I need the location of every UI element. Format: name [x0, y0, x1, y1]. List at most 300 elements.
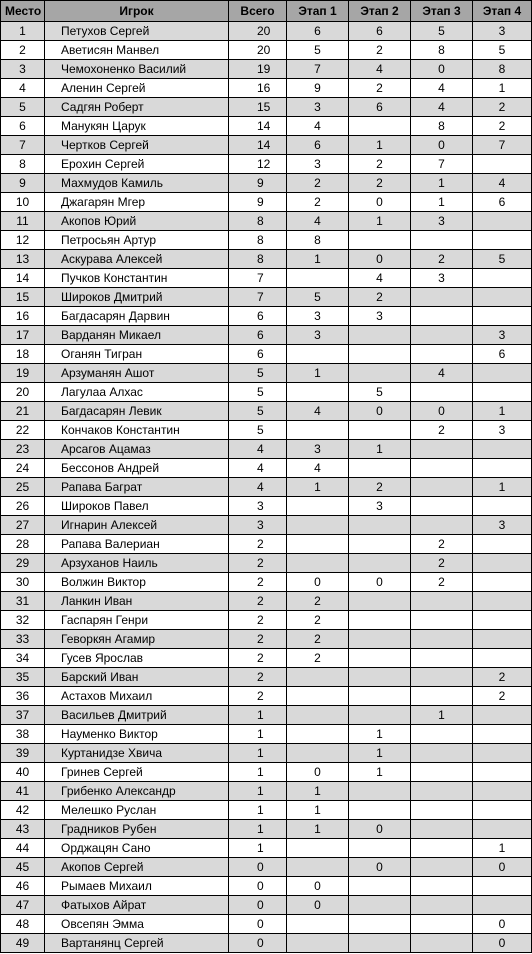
cell-stage-2: 4 [349, 269, 411, 288]
cell-player: Оганян Тигран [45, 345, 229, 364]
cell-stage-2 [349, 117, 411, 136]
cell-stage-3 [411, 668, 473, 687]
cell-stage-1: 7 [287, 60, 349, 79]
cell-stage-2: 0 [349, 193, 411, 212]
cell-total: 2 [229, 554, 287, 573]
cell-player: Васильев Дмитрий [45, 706, 229, 725]
cell-stage-2 [349, 611, 411, 630]
cell-stage-1 [287, 345, 349, 364]
cell-stage-1: 2 [287, 630, 349, 649]
cell-stage-2: 0 [349, 402, 411, 421]
cell-total: 6 [229, 345, 287, 364]
cell-stage-4: 7 [473, 136, 532, 155]
cell-total: 0 [229, 858, 287, 877]
table-row [1, 402, 532, 421]
header-stage-3: Этап 3 [411, 1, 473, 22]
cell-total: 20 [229, 22, 287, 41]
cell-place: 27 [1, 516, 45, 535]
cell-total: 1 [229, 782, 287, 801]
cell-player: Игнарин Алексей [45, 516, 229, 535]
cell-stage-2: 0 [349, 250, 411, 269]
table-row [1, 706, 532, 725]
cell-stage-1 [287, 554, 349, 573]
cell-place: 22 [1, 421, 45, 440]
cell-stage-2: 0 [349, 573, 411, 592]
table-row [1, 535, 532, 554]
cell-stage-4 [473, 592, 532, 611]
cell-place: 5 [1, 98, 45, 117]
table-row [1, 269, 532, 288]
cell-place: 31 [1, 592, 45, 611]
table-row [1, 896, 532, 915]
table-row [1, 801, 532, 820]
cell-place: 8 [1, 155, 45, 174]
cell-stage-3 [411, 630, 473, 649]
cell-total: 8 [229, 212, 287, 231]
cell-stage-1: 6 [287, 22, 349, 41]
cell-place: 6 [1, 117, 45, 136]
header-place: Место [1, 1, 45, 22]
cell-stage-4 [473, 459, 532, 478]
cell-stage-2 [349, 915, 411, 934]
cell-stage-3 [411, 877, 473, 896]
cell-stage-2: 5 [349, 383, 411, 402]
cell-stage-3 [411, 725, 473, 744]
cell-player: Арзуманян Ашот [45, 364, 229, 383]
cell-place: 41 [1, 782, 45, 801]
cell-total: 5 [229, 421, 287, 440]
cell-stage-3 [411, 459, 473, 478]
cell-stage-2 [349, 516, 411, 535]
cell-stage-2: 3 [349, 497, 411, 516]
cell-stage-2: 1 [349, 744, 411, 763]
cell-place: 14 [1, 269, 45, 288]
cell-total: 9 [229, 174, 287, 193]
cell-place: 3 [1, 60, 45, 79]
cell-stage-1: 3 [287, 440, 349, 459]
cell-stage-2: 2 [349, 478, 411, 497]
cell-place: 11 [1, 212, 45, 231]
cell-total: 2 [229, 649, 287, 668]
cell-place: 37 [1, 706, 45, 725]
cell-player: Лагулаа Алхас [45, 383, 229, 402]
cell-stage-2 [349, 649, 411, 668]
cell-player: Ерохин Сергей [45, 155, 229, 174]
cell-place: 9 [1, 174, 45, 193]
cell-total: 1 [229, 801, 287, 820]
cell-total: 0 [229, 915, 287, 934]
cell-stage-4 [473, 535, 532, 554]
table-row [1, 421, 532, 440]
cell-stage-3 [411, 649, 473, 668]
cell-stage-4 [473, 763, 532, 782]
cell-stage-3: 3 [411, 269, 473, 288]
cell-stage-4: 2 [473, 98, 532, 117]
cell-stage-2: 2 [349, 288, 411, 307]
cell-stage-2 [349, 782, 411, 801]
cell-place: 21 [1, 402, 45, 421]
cell-stage-3: 7 [411, 155, 473, 174]
cell-stage-4 [473, 744, 532, 763]
cell-total: 2 [229, 668, 287, 687]
cell-total: 2 [229, 630, 287, 649]
cell-stage-3 [411, 801, 473, 820]
cell-player: Овсепян Эмма [45, 915, 229, 934]
table-row [1, 212, 532, 231]
cell-stage-4: 0 [473, 934, 532, 953]
cell-player: Рапава Валериан [45, 535, 229, 554]
cell-stage-1 [287, 725, 349, 744]
table-row [1, 611, 532, 630]
cell-stage-4: 6 [473, 345, 532, 364]
cell-total: 15 [229, 98, 287, 117]
cell-stage-3 [411, 307, 473, 326]
cell-stage-3 [411, 592, 473, 611]
cell-stage-1 [287, 858, 349, 877]
cell-place: 24 [1, 459, 45, 478]
table-row [1, 193, 532, 212]
cell-place: 38 [1, 725, 45, 744]
cell-player: Фатыхов Айрат [45, 896, 229, 915]
cell-stage-2 [349, 459, 411, 478]
table-row [1, 516, 532, 535]
cell-stage-2: 6 [349, 22, 411, 41]
cell-stage-2 [349, 934, 411, 953]
cell-stage-1: 1 [287, 782, 349, 801]
cell-stage-1: 1 [287, 820, 349, 839]
table-row [1, 79, 532, 98]
cell-player: Градников Рубен [45, 820, 229, 839]
cell-total: 1 [229, 744, 287, 763]
table-row [1, 288, 532, 307]
cell-stage-3 [411, 858, 473, 877]
table-row [1, 839, 532, 858]
cell-player: Чемохоненко Василий [45, 60, 229, 79]
cell-stage-4: 2 [473, 117, 532, 136]
cell-stage-1: 4 [287, 402, 349, 421]
table-row [1, 668, 532, 687]
cell-stage-1: 3 [287, 307, 349, 326]
cell-stage-3 [411, 611, 473, 630]
cell-total: 4 [229, 459, 287, 478]
cell-stage-3 [411, 478, 473, 497]
cell-stage-4 [473, 497, 532, 516]
cell-stage-2 [349, 326, 411, 345]
cell-player: Арзуханов Наиль [45, 554, 229, 573]
cell-total: 19 [229, 60, 287, 79]
cell-player: Пучков Константин [45, 269, 229, 288]
cell-player: Вартанянц Сергей [45, 934, 229, 953]
table-row [1, 934, 532, 953]
cell-stage-1 [287, 269, 349, 288]
cell-player: Чертков Сергей [45, 136, 229, 155]
cell-stage-1 [287, 535, 349, 554]
cell-stage-2 [349, 687, 411, 706]
cell-stage-3: 1 [411, 174, 473, 193]
cell-stage-1 [287, 915, 349, 934]
cell-stage-2 [349, 554, 411, 573]
cell-stage-1 [287, 839, 349, 858]
cell-player: Астахов Михаил [45, 687, 229, 706]
cell-stage-1 [287, 421, 349, 440]
cell-stage-1: 0 [287, 877, 349, 896]
table-row [1, 554, 532, 573]
cell-stage-4: 8 [473, 60, 532, 79]
cell-stage-4: 1 [473, 79, 532, 98]
cell-place: 18 [1, 345, 45, 364]
cell-total: 7 [229, 288, 287, 307]
cell-place: 49 [1, 934, 45, 953]
cell-place: 28 [1, 535, 45, 554]
cell-total: 16 [229, 79, 287, 98]
cell-place: 26 [1, 497, 45, 516]
table-row [1, 155, 532, 174]
table-row [1, 364, 532, 383]
cell-stage-2: 1 [349, 725, 411, 744]
cell-stage-1 [287, 934, 349, 953]
cell-stage-2 [349, 630, 411, 649]
cell-stage-3 [411, 231, 473, 250]
cell-stage-4: 0 [473, 915, 532, 934]
header-stage-4: Этап 4 [473, 1, 532, 22]
cell-stage-3: 8 [411, 117, 473, 136]
cell-stage-3 [411, 345, 473, 364]
cell-stage-4: 0 [473, 858, 532, 877]
cell-stage-2: 2 [349, 155, 411, 174]
table-row [1, 820, 532, 839]
cell-player: Геворкян Агамир [45, 630, 229, 649]
cell-stage-4 [473, 155, 532, 174]
cell-stage-2: 1 [349, 763, 411, 782]
cell-total: 1 [229, 763, 287, 782]
cell-total: 2 [229, 592, 287, 611]
cell-total: 8 [229, 250, 287, 269]
cell-stage-4 [473, 383, 532, 402]
header-stage-1: Этап 1 [287, 1, 349, 22]
cell-stage-3 [411, 440, 473, 459]
cell-place: 44 [1, 839, 45, 858]
cell-stage-1: 1 [287, 801, 349, 820]
cell-place: 17 [1, 326, 45, 345]
table-body [1, 22, 532, 953]
cell-stage-4: 5 [473, 41, 532, 60]
cell-place: 40 [1, 763, 45, 782]
cell-stage-1 [287, 706, 349, 725]
table-row [1, 687, 532, 706]
cell-player: Петухов Сергей [45, 22, 229, 41]
cell-stage-2 [349, 535, 411, 554]
cell-stage-1 [287, 383, 349, 402]
table-row [1, 117, 532, 136]
cell-stage-3: 8 [411, 41, 473, 60]
cell-stage-4: 3 [473, 22, 532, 41]
cell-stage-3 [411, 687, 473, 706]
cell-stage-2: 3 [349, 307, 411, 326]
cell-stage-1: 4 [287, 117, 349, 136]
cell-stage-3 [411, 934, 473, 953]
cell-player: Барский Иван [45, 668, 229, 687]
cell-stage-1: 4 [287, 459, 349, 478]
cell-place: 47 [1, 896, 45, 915]
cell-place: 46 [1, 877, 45, 896]
cell-total: 2 [229, 573, 287, 592]
cell-stage-4 [473, 877, 532, 896]
cell-stage-4 [473, 231, 532, 250]
cell-player: Науменко Виктор [45, 725, 229, 744]
cell-stage-3: 3 [411, 212, 473, 231]
cell-stage-4 [473, 364, 532, 383]
table-row [1, 60, 532, 79]
cell-stage-1: 3 [287, 326, 349, 345]
cell-total: 14 [229, 117, 287, 136]
cell-total: 3 [229, 516, 287, 535]
table-row [1, 782, 532, 801]
header-row [1, 1, 532, 22]
cell-place: 23 [1, 440, 45, 459]
cell-stage-3 [411, 497, 473, 516]
cell-stage-1: 1 [287, 250, 349, 269]
cell-player: Рымаев Михаил [45, 877, 229, 896]
cell-player: Махмудов Камиль [45, 174, 229, 193]
table-row [1, 231, 532, 250]
cell-stage-2: 6 [349, 98, 411, 117]
cell-stage-1: 9 [287, 79, 349, 98]
cell-place: 48 [1, 915, 45, 934]
cell-player: Гусев Ярослав [45, 649, 229, 668]
cell-stage-2: 2 [349, 79, 411, 98]
cell-stage-3: 1 [411, 193, 473, 212]
cell-stage-1: 3 [287, 155, 349, 174]
cell-stage-3: 2 [411, 250, 473, 269]
table-row [1, 345, 532, 364]
cell-stage-1: 4 [287, 212, 349, 231]
cell-total: 6 [229, 326, 287, 345]
cell-place: 16 [1, 307, 45, 326]
cell-stage-1: 1 [287, 478, 349, 497]
cell-stage-4 [473, 706, 532, 725]
cell-stage-2 [349, 364, 411, 383]
cell-stage-4 [473, 212, 532, 231]
cell-stage-3: 4 [411, 98, 473, 117]
cell-stage-4: 4 [473, 174, 532, 193]
cell-stage-4: 2 [473, 668, 532, 687]
cell-stage-4: 3 [473, 326, 532, 345]
cell-stage-3 [411, 839, 473, 858]
cell-player: Ланкин Иван [45, 592, 229, 611]
cell-stage-4 [473, 573, 532, 592]
cell-stage-3 [411, 326, 473, 345]
cell-place: 42 [1, 801, 45, 820]
cell-place: 43 [1, 820, 45, 839]
cell-stage-1: 2 [287, 174, 349, 193]
cell-total: 4 [229, 478, 287, 497]
cell-stage-4 [473, 896, 532, 915]
cell-stage-4: 3 [473, 516, 532, 535]
header-player: Игрок [45, 1, 229, 22]
cell-stage-3 [411, 744, 473, 763]
table-row [1, 725, 532, 744]
cell-place: 1 [1, 22, 45, 41]
table-row [1, 649, 532, 668]
table-row [1, 459, 532, 478]
cell-player: Мелешко Руслан [45, 801, 229, 820]
cell-stage-3 [411, 782, 473, 801]
cell-stage-1: 2 [287, 649, 349, 668]
cell-stage-2 [349, 896, 411, 915]
cell-stage-3: 1 [411, 706, 473, 725]
cell-stage-1: 1 [287, 364, 349, 383]
cell-total: 1 [229, 839, 287, 858]
cell-total: 8 [229, 231, 287, 250]
table-row [1, 383, 532, 402]
cell-place: 20 [1, 383, 45, 402]
cell-place: 7 [1, 136, 45, 155]
cell-stage-4 [473, 611, 532, 630]
table-row [1, 630, 532, 649]
cell-stage-4 [473, 307, 532, 326]
cell-player: Широков Дмитрий [45, 288, 229, 307]
cell-player: Орджацян Сано [45, 839, 229, 858]
cell-player: Кончаков Константин [45, 421, 229, 440]
cell-stage-3: 2 [411, 535, 473, 554]
cell-player: Широков Павел [45, 497, 229, 516]
cell-stage-4 [473, 782, 532, 801]
cell-total: 5 [229, 383, 287, 402]
cell-stage-3 [411, 896, 473, 915]
cell-total: 14 [229, 136, 287, 155]
cell-place: 10 [1, 193, 45, 212]
cell-stage-3 [411, 820, 473, 839]
table-row [1, 592, 532, 611]
cell-stage-4 [473, 630, 532, 649]
cell-player: Волжин Виктор [45, 573, 229, 592]
table-row [1, 763, 532, 782]
header-total: Всего [229, 1, 287, 22]
cell-player: Багдасарян Левик [45, 402, 229, 421]
cell-stage-3: 0 [411, 136, 473, 155]
cell-stage-3: 2 [411, 421, 473, 440]
cell-stage-2: 1 [349, 136, 411, 155]
cell-player: Бессонов Андрей [45, 459, 229, 478]
cell-place: 35 [1, 668, 45, 687]
cell-stage-1 [287, 497, 349, 516]
cell-place: 29 [1, 554, 45, 573]
cell-stage-2 [349, 345, 411, 364]
cell-stage-1: 8 [287, 231, 349, 250]
table-row [1, 877, 532, 896]
cell-place: 2 [1, 41, 45, 60]
cell-place: 4 [1, 79, 45, 98]
cell-stage-2: 1 [349, 440, 411, 459]
cell-place: 19 [1, 364, 45, 383]
cell-total: 20 [229, 41, 287, 60]
cell-stage-3: 5 [411, 22, 473, 41]
table-row [1, 440, 532, 459]
cell-stage-3: 2 [411, 554, 473, 573]
cell-stage-3: 0 [411, 60, 473, 79]
table-row [1, 326, 532, 345]
cell-total: 0 [229, 934, 287, 953]
cell-stage-4: 1 [473, 402, 532, 421]
table-row [1, 41, 532, 60]
cell-player: Петросьян Артур [45, 231, 229, 250]
cell-total: 1 [229, 706, 287, 725]
cell-player: Манукян Царук [45, 117, 229, 136]
cell-player: Багдасарян Дарвин [45, 307, 229, 326]
cell-stage-1 [287, 687, 349, 706]
cell-stage-3: 4 [411, 79, 473, 98]
cell-stage-4 [473, 554, 532, 573]
